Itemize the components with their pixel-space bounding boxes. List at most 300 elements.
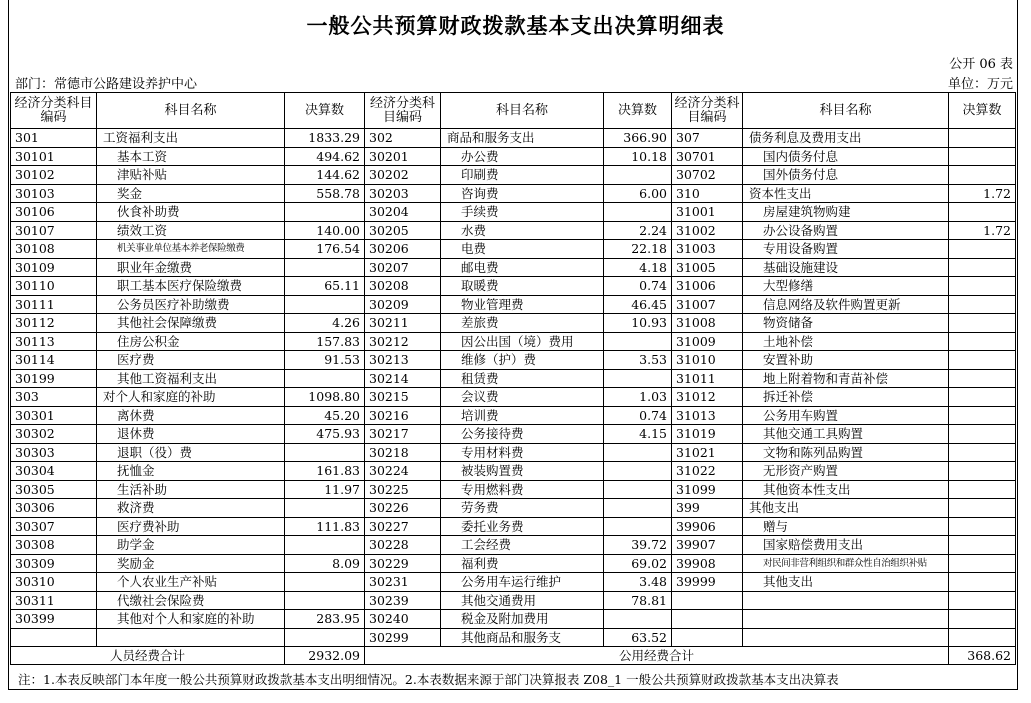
- cell-amount: 144.62: [285, 166, 365, 185]
- table-row: [11, 517, 1016, 536]
- cell-code: 30701: [672, 147, 743, 166]
- cell-amount: 4.18: [604, 258, 672, 277]
- cell-amount: 69.02: [604, 554, 672, 573]
- cell-name: 其他交通工具购置: [743, 425, 949, 444]
- cell-amount: 2.24: [604, 221, 672, 240]
- cell-code: 30231: [365, 573, 441, 592]
- cell-name: 印刷费: [441, 166, 604, 185]
- cell-amount: [949, 203, 1016, 222]
- cell-amount: 161.83: [285, 462, 365, 481]
- cell-code: 30218: [365, 443, 441, 462]
- cell-amount: 11.97: [285, 480, 365, 499]
- cell-name: 差旅费: [441, 314, 604, 333]
- cell-name: 国内债务付息: [743, 147, 949, 166]
- cell-amount: 1098.80: [285, 388, 365, 407]
- cell-code: 30103: [11, 184, 97, 203]
- cell-amount: [949, 610, 1016, 629]
- cell-amount: [949, 443, 1016, 462]
- cell-amount: [949, 517, 1016, 536]
- cell-amount: [949, 332, 1016, 351]
- cell-name: 公务用车购置: [743, 406, 949, 425]
- cell-amount: [949, 147, 1016, 166]
- table-row: [11, 369, 1016, 388]
- cell-code: 39908: [672, 554, 743, 573]
- cell-amount: 10.93: [604, 314, 672, 333]
- cell-name: 维修（护）费: [441, 351, 604, 370]
- header-name-1: 科目名称: [97, 93, 285, 129]
- cell-name: 咨询费: [441, 184, 604, 203]
- cell-name: 地上附着物和青苗补偿: [743, 369, 949, 388]
- cell-name: 其他支出: [743, 499, 949, 518]
- cell-amount: 8.09: [285, 554, 365, 573]
- cell-name: 基本工资: [97, 147, 285, 166]
- cell-code: 307: [672, 129, 743, 148]
- cell-name: 手续费: [441, 203, 604, 222]
- table-row: [11, 203, 1016, 222]
- cell-amount: 91.53: [285, 351, 365, 370]
- cell-amount: [604, 203, 672, 222]
- cell-name: 代缴社会保险费: [97, 591, 285, 610]
- public-total-value: 368.62: [949, 647, 1016, 665]
- cell-name: 其他工资福利支出: [97, 369, 285, 388]
- header-amount-3: 决算数: [949, 93, 1016, 129]
- cell-amount: [949, 536, 1016, 555]
- cell-code: [672, 610, 743, 629]
- header-code-3: 经济分类科目编码: [672, 93, 743, 129]
- cell-name: 安置补助: [743, 351, 949, 370]
- cell-code: 30113: [11, 332, 97, 351]
- cell-amount: [604, 499, 672, 518]
- cell-amount: [949, 351, 1016, 370]
- cell-name: 取暖费: [441, 277, 604, 296]
- cell-name: 退休费: [97, 425, 285, 444]
- cell-name: 文物和陈列品购置: [743, 443, 949, 462]
- cell-name: 住房公积金: [97, 332, 285, 351]
- cell-code: 31001: [672, 203, 743, 222]
- cell-code: 30308: [11, 536, 97, 555]
- public-total-label: 公用经费合计: [365, 647, 949, 665]
- cell-amount: [604, 369, 672, 388]
- cell-code: 303: [11, 388, 97, 407]
- cell-amount: 494.62: [285, 147, 365, 166]
- cell-name: 公务用车运行维护: [441, 573, 604, 592]
- cell-name: 专用材料费: [441, 443, 604, 462]
- cell-name: 医疗费: [97, 351, 285, 370]
- cell-name: 大型修缮: [743, 277, 949, 296]
- cell-code: 30229: [365, 554, 441, 573]
- cell-amount: [949, 258, 1016, 277]
- cell-name: 房屋建筑物购建: [743, 203, 949, 222]
- cell-amount: [285, 499, 365, 518]
- cell-amount: [949, 499, 1016, 518]
- header-code-1: 经济分类科目编码: [11, 93, 97, 129]
- cell-name: 商品和服务支出: [441, 129, 604, 148]
- cell-name: 物业管理费: [441, 295, 604, 314]
- cell-name: 电费: [441, 240, 604, 259]
- cell-amount: [285, 203, 365, 222]
- cell-code: 30209: [365, 295, 441, 314]
- cell-amount: [949, 591, 1016, 610]
- cell-amount: [949, 129, 1016, 148]
- cell-code: 30110: [11, 277, 97, 296]
- cell-name: 抚恤金: [97, 462, 285, 481]
- cell-code: 301: [11, 129, 97, 148]
- table-row: [11, 258, 1016, 277]
- cell-code: 31099: [672, 480, 743, 499]
- cell-code: 30111: [11, 295, 97, 314]
- cell-name: 对个人和家庭的补助: [97, 388, 285, 407]
- cell-amount: [285, 628, 365, 647]
- cell-amount: 140.00: [285, 221, 365, 240]
- table-row: [11, 332, 1016, 351]
- cell-code: 30109: [11, 258, 97, 277]
- cell-name: [743, 628, 949, 647]
- cell-name: 物资储备: [743, 314, 949, 333]
- cell-code: 31008: [672, 314, 743, 333]
- cell-amount: [285, 536, 365, 555]
- cell-name: 其他资本性支出: [743, 480, 949, 499]
- cell-code: [11, 628, 97, 647]
- cell-code: 30107: [11, 221, 97, 240]
- table-row: [11, 480, 1016, 499]
- footnote: 注：1.本表反映部门本年度一般公共预算财政拨款基本支出明细情况。2.本表数据来源于部门决算报表 Z08_1 一般公共预算财政拨款基本支出决算表: [18, 672, 839, 687]
- cell-name: 福利费: [441, 554, 604, 573]
- cell-code: 30309: [11, 554, 97, 573]
- cell-code: 30204: [365, 203, 441, 222]
- table-header-row: [11, 93, 1016, 129]
- cell-code: 31007: [672, 295, 743, 314]
- cell-amount: 3.53: [604, 351, 672, 370]
- cell-amount: [949, 369, 1016, 388]
- form-number: 公开 06 表: [949, 57, 1013, 72]
- report-title: 一般公共预算财政拨款基本支出决算明细表: [306, 13, 725, 38]
- cell-code: 31021: [672, 443, 743, 462]
- cell-amount: 176.54: [285, 240, 365, 259]
- cell-amount: [285, 591, 365, 610]
- cell-code: [672, 591, 743, 610]
- cell-code: 30304: [11, 462, 97, 481]
- cell-code: 39999: [672, 573, 743, 592]
- cell-code: 31011: [672, 369, 743, 388]
- cell-amount: 283.95: [285, 610, 365, 629]
- cell-name: 退职（役）费: [97, 443, 285, 462]
- cell-code: 30102: [11, 166, 97, 185]
- cell-name: 工会经费: [441, 536, 604, 555]
- cell-code: 30399: [11, 610, 97, 629]
- cell-name: 其他支出: [743, 573, 949, 592]
- cell-code: 30225: [365, 480, 441, 499]
- cell-amount: 475.93: [285, 425, 365, 444]
- cell-name: 会议费: [441, 388, 604, 407]
- cell-code: 30214: [365, 369, 441, 388]
- cell-name: 因公出国（境）费用: [441, 332, 604, 351]
- table-row: [11, 462, 1016, 481]
- cell-code: 30301: [11, 406, 97, 425]
- cell-amount: [604, 332, 672, 351]
- cell-code: 30215: [365, 388, 441, 407]
- personnel-total-value: 2932.09: [285, 647, 365, 665]
- cell-name: [743, 610, 949, 629]
- cell-name: 助学金: [97, 536, 285, 555]
- cell-amount: 1.72: [949, 184, 1016, 203]
- table-row: [11, 554, 1016, 573]
- cell-amount: [285, 369, 365, 388]
- cell-name: 水费: [441, 221, 604, 240]
- cell-amount: 1.03: [604, 388, 672, 407]
- table-row: [11, 628, 1016, 647]
- cell-amount: 111.83: [285, 517, 365, 536]
- cell-amount: 10.18: [604, 147, 672, 166]
- cell-name: 津贴补贴: [97, 166, 285, 185]
- cell-amount: [949, 573, 1016, 592]
- cell-code: 30240: [365, 610, 441, 629]
- cell-code: 30302: [11, 425, 97, 444]
- cell-code: 30305: [11, 480, 97, 499]
- table-row: [11, 314, 1016, 333]
- cell-amount: [285, 443, 365, 462]
- cell-name: 信息网络及软件购置更新: [743, 295, 949, 314]
- cell-name: 基础设施建设: [743, 258, 949, 277]
- table-row: [11, 221, 1016, 240]
- table-row: [11, 388, 1016, 407]
- cell-code: 30203: [365, 184, 441, 203]
- cell-name: 赠与: [743, 517, 949, 536]
- cell-amount: 78.81: [604, 591, 672, 610]
- cell-amount: [949, 480, 1016, 499]
- cell-amount: 45.20: [285, 406, 365, 425]
- table-row: [11, 443, 1016, 462]
- cell-code: 31022: [672, 462, 743, 481]
- department-label: 部门：常德市公路建设养护中心: [15, 77, 198, 92]
- cell-name: 工资福利支出: [97, 129, 285, 148]
- cell-amount: [949, 425, 1016, 444]
- unit-label: 单位：万元: [947, 77, 1013, 92]
- cell-code: 30207: [365, 258, 441, 277]
- cell-code: 30239: [365, 591, 441, 610]
- cell-code: 30227: [365, 517, 441, 536]
- cell-amount: [285, 258, 365, 277]
- cell-code: [672, 628, 743, 647]
- cell-code: 30217: [365, 425, 441, 444]
- cell-name: 个人农业生产补贴: [97, 573, 285, 592]
- cell-code: 30106: [11, 203, 97, 222]
- table-row: [11, 406, 1016, 425]
- cell-amount: [604, 480, 672, 499]
- header-code-2: 经济分类科目编码: [365, 93, 441, 129]
- cell-amount: 22.18: [604, 240, 672, 259]
- cell-amount: [949, 406, 1016, 425]
- cell-amount: [949, 166, 1016, 185]
- cell-code: 30208: [365, 277, 441, 296]
- cell-name: 税金及附加费用: [441, 610, 604, 629]
- cell-amount: 65.11: [285, 277, 365, 296]
- cell-name: 对民间非营利组织和群众性自治组织补贴: [743, 554, 949, 573]
- cell-name: 生活补助: [97, 480, 285, 499]
- cell-amount: [604, 443, 672, 462]
- cell-name: 离休费: [97, 406, 285, 425]
- cell-code: 30307: [11, 517, 97, 536]
- table-row: [11, 499, 1016, 518]
- table-row: [11, 184, 1016, 203]
- cell-amount: 0.74: [604, 277, 672, 296]
- table-row: [11, 573, 1016, 592]
- cell-amount: [949, 388, 1016, 407]
- cell-name: 机关事业单位基本养老保险缴费: [97, 240, 285, 259]
- cell-code: 30114: [11, 351, 97, 370]
- cell-amount: [285, 573, 365, 592]
- cell-amount: [949, 554, 1016, 573]
- cell-name: 被装购置费: [441, 462, 604, 481]
- cell-name: 奖金: [97, 184, 285, 203]
- cell-amount: 46.45: [604, 295, 672, 314]
- cell-code: 30311: [11, 591, 97, 610]
- cell-code: 31010: [672, 351, 743, 370]
- cell-code: 31002: [672, 221, 743, 240]
- table-row: [11, 295, 1016, 314]
- table-row: [11, 129, 1016, 148]
- cell-code: 30199: [11, 369, 97, 388]
- cell-amount: 63.52: [604, 628, 672, 647]
- cell-name: 奖励金: [97, 554, 285, 573]
- cell-name: 医疗费补助: [97, 517, 285, 536]
- cell-name: 其他交通费用: [441, 591, 604, 610]
- cell-name: 绩效工资: [97, 221, 285, 240]
- cell-code: 30108: [11, 240, 97, 259]
- cell-code: 39906: [672, 517, 743, 536]
- cell-name: 其他对个人和家庭的补助: [97, 610, 285, 629]
- table-row: [11, 536, 1016, 555]
- cell-name: 其他商品和服务支: [441, 628, 604, 647]
- cell-amount: 3.48: [604, 573, 672, 592]
- cell-amount: 558.78: [285, 184, 365, 203]
- cell-amount: 4.15: [604, 425, 672, 444]
- header-name-3: 科目名称: [743, 93, 949, 129]
- cell-code: 31012: [672, 388, 743, 407]
- cell-amount: [604, 462, 672, 481]
- cell-code: 30213: [365, 351, 441, 370]
- cell-name: 土地补偿: [743, 332, 949, 351]
- cell-code: 30299: [365, 628, 441, 647]
- cell-name: [743, 591, 949, 610]
- cell-code: 30216: [365, 406, 441, 425]
- cell-name: 债务利息及费用支出: [743, 129, 949, 148]
- cell-amount: [604, 610, 672, 629]
- cell-amount: [949, 240, 1016, 259]
- cell-code: 31019: [672, 425, 743, 444]
- cell-code: 30202: [365, 166, 441, 185]
- cell-code: 31013: [672, 406, 743, 425]
- table-row: [11, 351, 1016, 370]
- cell-name: 资本性支出: [743, 184, 949, 203]
- cell-name: 专用燃料费: [441, 480, 604, 499]
- expenditure-table: [10, 92, 1016, 665]
- cell-amount: [604, 517, 672, 536]
- table-row: [11, 277, 1016, 296]
- cell-name: 职工基本医疗保险缴费: [97, 277, 285, 296]
- header-amount-1: 决算数: [285, 93, 365, 129]
- cell-amount: [949, 295, 1016, 314]
- cell-code: 31005: [672, 258, 743, 277]
- table-row: [11, 610, 1016, 629]
- cell-code: 31006: [672, 277, 743, 296]
- cell-name: [97, 628, 285, 647]
- cell-name: 职业年金缴费: [97, 258, 285, 277]
- cell-amount: 0.74: [604, 406, 672, 425]
- cell-name: 无形资产购置: [743, 462, 949, 481]
- cell-code: 30212: [365, 332, 441, 351]
- header-name-2: 科目名称: [441, 93, 604, 129]
- table-row: [11, 166, 1016, 185]
- cell-code: 30702: [672, 166, 743, 185]
- cell-code: 30206: [365, 240, 441, 259]
- totals-row: [11, 647, 1016, 665]
- table-row: [11, 425, 1016, 444]
- cell-amount: 366.90: [604, 129, 672, 148]
- cell-code: 30303: [11, 443, 97, 462]
- table-row: [11, 591, 1016, 610]
- cell-code: 30201: [365, 147, 441, 166]
- cell-code: 399: [672, 499, 743, 518]
- cell-amount: 157.83: [285, 332, 365, 351]
- cell-amount: [949, 462, 1016, 481]
- cell-amount: 4.26: [285, 314, 365, 333]
- cell-code: 310: [672, 184, 743, 203]
- cell-name: 救济费: [97, 499, 285, 518]
- table-row: [11, 147, 1016, 166]
- table-row: [11, 240, 1016, 259]
- cell-amount: 6.00: [604, 184, 672, 203]
- cell-name: 租赁费: [441, 369, 604, 388]
- personnel-total-label: 人员经费合计: [11, 647, 285, 665]
- cell-amount: 1833.29: [285, 129, 365, 148]
- cell-name: 劳务费: [441, 499, 604, 518]
- cell-code: 30228: [365, 536, 441, 555]
- cell-code: 30101: [11, 147, 97, 166]
- cell-code: 30224: [365, 462, 441, 481]
- cell-name: 国家赔偿费用支出: [743, 536, 949, 555]
- cell-name: 邮电费: [441, 258, 604, 277]
- cell-amount: 39.72: [604, 536, 672, 555]
- cell-code: 30205: [365, 221, 441, 240]
- cell-name: 拆迁补偿: [743, 388, 949, 407]
- cell-amount: [949, 314, 1016, 333]
- cell-name: 专用设备购置: [743, 240, 949, 259]
- cell-name: 伙食补助费: [97, 203, 285, 222]
- cell-name: 国外债务付息: [743, 166, 949, 185]
- cell-name: 办公设备购置: [743, 221, 949, 240]
- cell-code: 30112: [11, 314, 97, 333]
- cell-name: 公务员医疗补助缴费: [97, 295, 285, 314]
- cell-code: 30226: [365, 499, 441, 518]
- cell-name: 公务接待费: [441, 425, 604, 444]
- cell-name: 培训费: [441, 406, 604, 425]
- cell-amount: [949, 277, 1016, 296]
- cell-amount: 1.72: [949, 221, 1016, 240]
- cell-amount: [285, 295, 365, 314]
- cell-name: 委托业务费: [441, 517, 604, 536]
- header-amount-2: 决算数: [604, 93, 672, 129]
- cell-code: 30211: [365, 314, 441, 333]
- cell-code: 30306: [11, 499, 97, 518]
- cell-amount: [949, 628, 1016, 647]
- cell-amount: [604, 166, 672, 185]
- cell-name: 办公费: [441, 147, 604, 166]
- cell-code: 30310: [11, 573, 97, 592]
- cell-code: 31003: [672, 240, 743, 259]
- cell-code: 39907: [672, 536, 743, 555]
- cell-name: 其他社会保障缴费: [97, 314, 285, 333]
- cell-code: 31009: [672, 332, 743, 351]
